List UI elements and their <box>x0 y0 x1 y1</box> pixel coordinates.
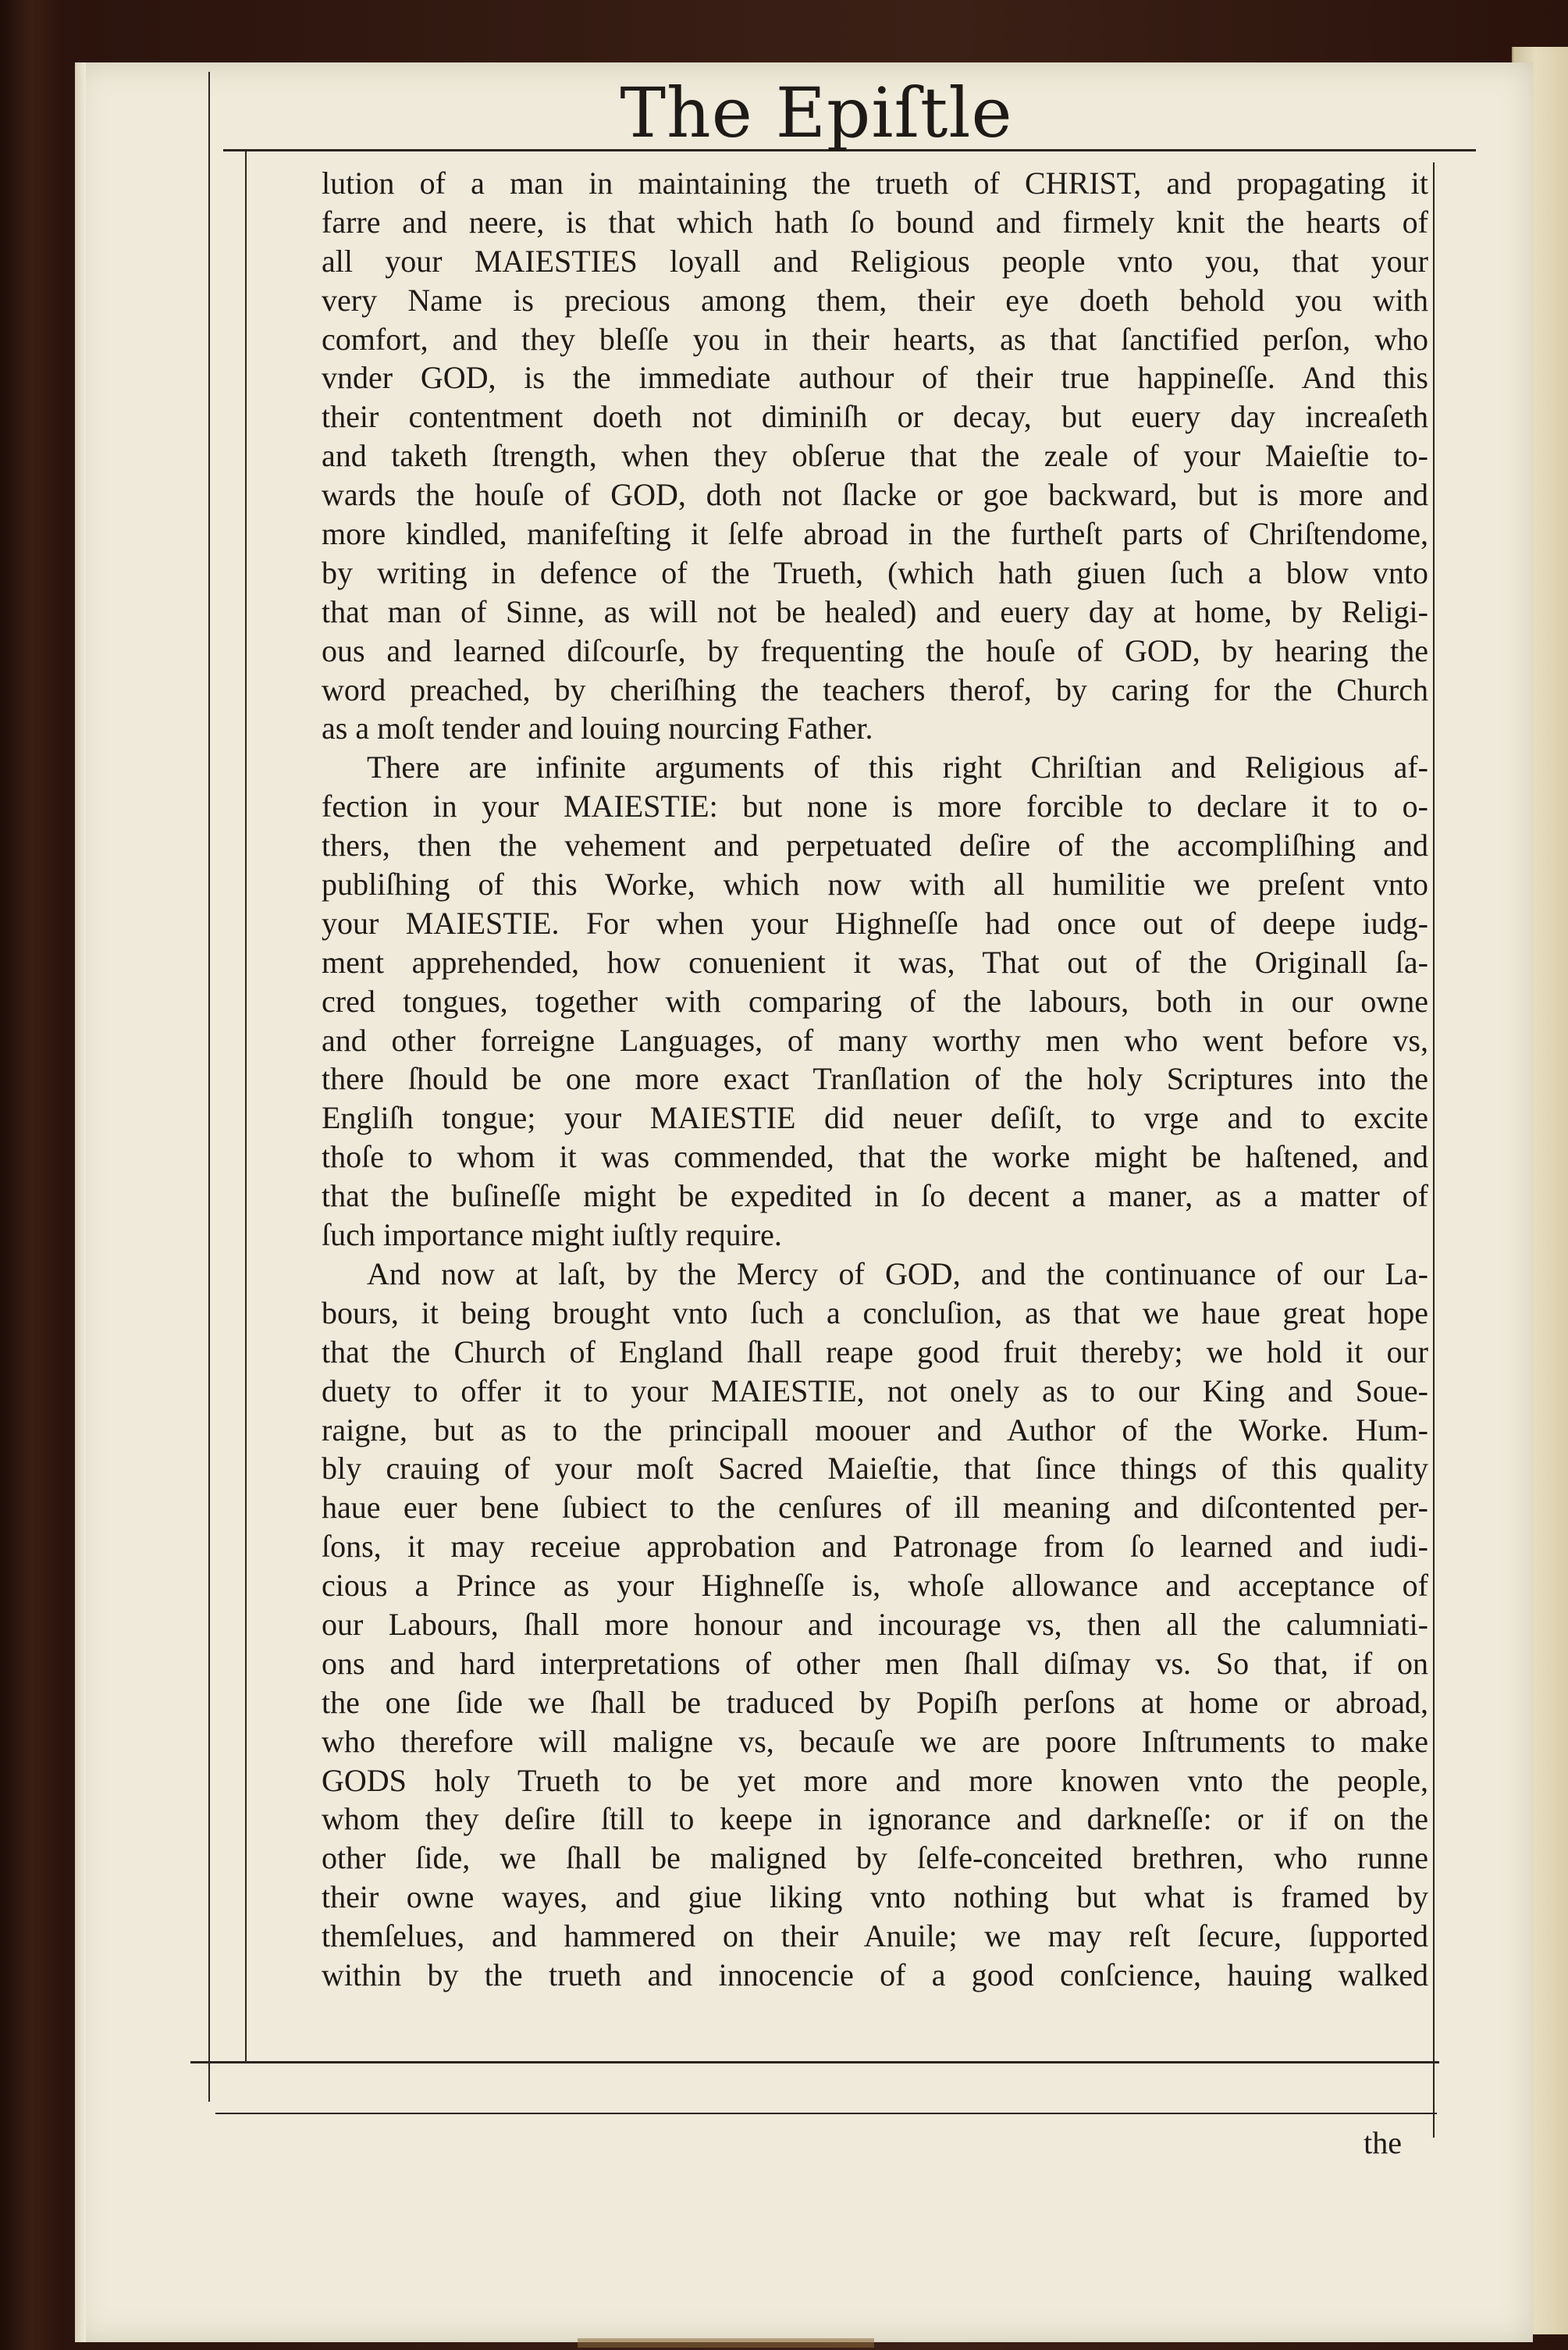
text-line: bly crauing of your moſt Sacred Maieſtie, that ſince things of this quality <box>322 1451 1428 1487</box>
text-line: comfort, and they bleſſe you in their hearts, as that ſanctified perſon, who <box>322 321 1428 357</box>
text-line: more kindled, manifeſting it ſelfe abroad in the furtheſt parts of Chriſtendome, <box>322 516 1428 552</box>
text-line: themſelues, and hammered on their Anuile; we may reſt ſecure, ſupported <box>322 1918 1428 1954</box>
text-line: word preached, by cheriſhing the teachers therof, by caring for the Church <box>322 671 1428 707</box>
text-line: that man of Sinne, as will not be healed) and euery day at home, by Religi- <box>322 593 1428 629</box>
text-line: fection in your MAIESTIE: but none is more forcible to declare it to o- <box>322 789 1428 824</box>
frame-rule-bottom-inner <box>215 2113 1437 2114</box>
text-line: ons and hard interpretations of other men ſhall diſmay vs. So that, if on <box>322 1645 1428 1681</box>
text-line: publiſhing of this Worke, which now with all humilitie we preſent vnto <box>322 867 1428 903</box>
text-line: your MAIESTIE. For when your Highneſſe had once out of deepe iudg- <box>322 905 1428 941</box>
text-line: whom they deſire ſtill to keepe in ignorance and darkneſſe: or if on the <box>322 1801 1428 1837</box>
text-line: the one ſide we ſhall be traduced by Popiſh perſons at home or abroad, <box>322 1684 1428 1720</box>
text-line: ſuch importance might iuſtly require. <box>322 1217 782 1253</box>
text-line: thers, then the vehement and perpetuated deſire of the accompliſhing and <box>322 828 1428 863</box>
catchword: the <box>1364 2125 1402 2160</box>
body-text <box>322 164 1428 1995</box>
text-line: raigne, but as to the principall moouer and Author of the Worke. Hum- <box>322 1412 1428 1447</box>
text-line: our Labours, ſhall more honour and incourage vs, then all the calumniati- <box>322 1606 1428 1642</box>
text-line: that the Church of England ſhall reape good fruit thereby; we hold it our <box>322 1333 1428 1369</box>
frame-rule-left <box>208 72 210 2102</box>
page-gutter-shadow <box>75 62 86 2342</box>
text-column-rule <box>245 150 247 2063</box>
text-line: vnder GOD, is the immediate authour of their true happineſſe. And this <box>322 360 1428 396</box>
text-line: very Name is precious among them, their eye doeth behold you with <box>322 282 1428 318</box>
frame-rule-bottom <box>190 2061 1439 2063</box>
text-line: all your MAIESTIES loyall and Religious people vnto you, that your <box>322 243 1428 279</box>
text-line: as a moſt tender and louing nourcing Father. <box>322 710 873 746</box>
text-line: farre and neere, is that which hath ſo bound and firmely knit the hearts of <box>322 204 1428 240</box>
text-line: And now at laſt, by the Mercy of GOD, and the continuance of our La- <box>367 1255 1428 1291</box>
text-line: within by the trueth and innocencie of a good conſcience, hauing walked <box>322 1957 1428 1992</box>
text-line: that the buſineſſe might be expedited in ſo decent a maner, as a matter of <box>322 1178 1428 1214</box>
text-line: cious a Prince as your Highneſſe is, whoſe allowance and acceptance of <box>322 1568 1428 1604</box>
book-page <box>75 62 1533 2342</box>
running-title: The Epiſtle <box>620 73 1013 153</box>
text-line: their owne wayes, and giue liking vnto nothing but what is framed by <box>322 1879 1428 1915</box>
text-line: GODS holy Trueth to be yet more and more knowen vnto the people, <box>322 1762 1428 1798</box>
text-line: other ſide, we ſhall be maligned by ſelfe-conceited brethren, who runne <box>322 1840 1428 1876</box>
text-line: bours, it being brought vnto ſuch a concluſion, as that we haue great hope <box>322 1294 1428 1330</box>
text-line: ſons, it may receiue approbation and Patronage from ſo learned and iudi- <box>322 1529 1428 1565</box>
text-line: and other forreigne Languages, of many worthy men who went before vs, <box>322 1022 1428 1058</box>
text-line: haue euer bene ſubiect to the cenſures of ill meaning and diſcontented per- <box>322 1490 1428 1526</box>
text-line: there ſhould be one more exact Tranſlation of the holy Scriptures into the <box>322 1061 1428 1097</box>
text-line: wards the houſe of GOD, doth not ſlacke or goe backward, but is more and <box>322 477 1428 513</box>
text-line: There are infinite arguments of this right Chriſtian and Religious af- <box>367 750 1428 785</box>
text-line: cred tongues, together with comparing of the labours, both in our owne <box>322 983 1428 1019</box>
frame-rule-right <box>1433 162 1435 2138</box>
binder-stamp <box>578 2338 874 2348</box>
text-line: thoſe to whom it was commended, that the worke might be haſtened, and <box>322 1139 1428 1175</box>
text-line: by writing in defence of the Trueth, (which hath giuen ſuch a blow vnto <box>322 554 1428 590</box>
text-line: and taketh ſtrength, when they obſerue that the zeale of your Maieſtie to- <box>322 438 1428 474</box>
text-line: ous and learned diſcourſe, by frequenting the houſe of GOD, by hearing the <box>322 632 1428 668</box>
text-line: lution of a man in maintaining the trueth of CHRIST, and propagating it <box>322 166 1428 201</box>
text-line: Engliſh tongue; your MAIESTIE did neuer deſiſt, to vrge and to excite <box>322 1100 1428 1136</box>
text-line: their contentment doeth not diminiſh or decay, but euery day increaſeth <box>322 399 1428 435</box>
text-line: who therefore will maligne vs, becauſe we are poore Inſtruments to make <box>322 1723 1428 1759</box>
text-line: duety to offer it to your MAIESTIE, not onely as to our King and Soue- <box>322 1373 1428 1408</box>
text-line: ment apprehended, how conuenient it was, That out of the Originall ſa- <box>322 944 1428 980</box>
